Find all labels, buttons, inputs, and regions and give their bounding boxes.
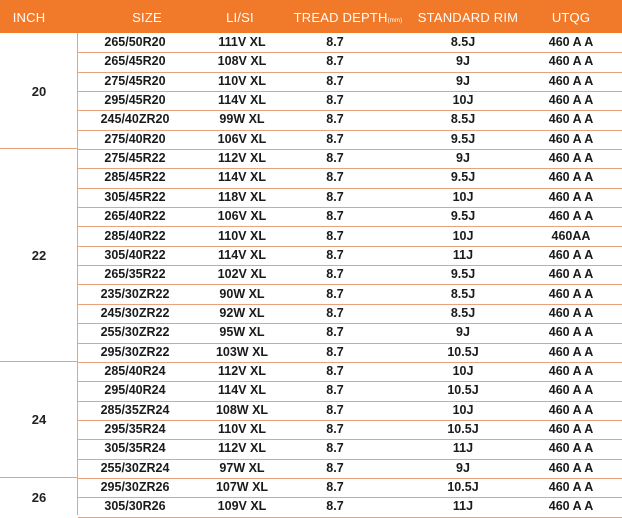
header-li-si: LI/SI: [226, 10, 254, 25]
table-row: [78, 478, 622, 498]
cell-standard-rim: 8.5J: [450, 112, 476, 127]
cell-standard-rim: 11J: [452, 247, 474, 262]
header-tread-depth-unit: (mm): [387, 18, 403, 24]
table-row: [78, 459, 622, 479]
cell-standard-rim: 9J: [456, 151, 470, 166]
cell-tread-depth: 8.7: [326, 54, 344, 69]
cell-li-si: 114V XL: [218, 170, 266, 185]
cell-tread-depth: 8.7: [326, 441, 344, 456]
cell-li-si: 110V XL: [218, 228, 266, 243]
table-row: [78, 420, 622, 440]
cell-tread-depth: 8.7: [326, 267, 344, 282]
cell-utqg: 460 A A: [548, 286, 594, 301]
table-row: [78, 265, 622, 285]
cell-standard-rim: 9.5J: [450, 209, 476, 224]
cell-standard-rim: 11J: [452, 441, 474, 456]
cell-standard-rim: 10.5J: [447, 344, 479, 359]
cell-li-si: 99W XL: [219, 112, 265, 127]
cell-tread-depth: 8.7: [326, 363, 344, 378]
cell-utqg: 460 A A: [548, 35, 594, 49]
cell-li-si: 92W XL: [219, 305, 265, 320]
header-tread-depth: [286, 0, 410, 33]
cell-tread-depth: 8.7: [326, 189, 344, 204]
cell-li-si: 110V XL: [218, 73, 266, 88]
table-row: [78, 33, 622, 53]
table-row: [78, 401, 622, 421]
cell-li-si: 112V XL: [218, 151, 266, 166]
cell-standard-rim: 8.5J: [450, 35, 476, 49]
table-row: [78, 188, 622, 208]
cell-size: 285/40R22: [104, 228, 166, 243]
cell-standard-rim: 10J: [452, 402, 474, 417]
cell-standard-rim: 8.5J: [450, 305, 476, 320]
cell-tread-depth: 8.7: [326, 209, 344, 224]
cell-utqg: 460 A A: [548, 189, 594, 204]
table-row: [78, 439, 622, 459]
table-header: [0, 0, 622, 33]
cell-tread-depth: 8.7: [326, 73, 344, 88]
cell-tread-depth: 8.7: [326, 228, 344, 243]
cell-utqg: 460 A A: [548, 363, 594, 378]
cell-standard-rim: 11J: [452, 499, 474, 514]
cell-standard-rim: 10.5J: [447, 480, 479, 495]
cell-size: 245/40ZR20: [100, 112, 170, 127]
cell-li-si: 110V XL: [218, 422, 266, 436]
cell-size: 275/45R22: [104, 151, 166, 166]
cell-size: 305/40R22: [104, 247, 166, 262]
cell-standard-rim: 9J: [456, 325, 470, 340]
cell-utqg: 460 A A: [548, 151, 594, 166]
cell-size: 295/40R24: [104, 383, 166, 398]
cell-size: 285/35ZR24: [100, 402, 170, 417]
cell-utqg: 460 A A: [548, 480, 594, 495]
cell-li-si: 114V XL: [218, 247, 266, 262]
cell-utqg: 460 A A: [548, 93, 594, 108]
cell-size: 295/35R24: [104, 422, 166, 436]
cell-size: 275/45R20: [104, 73, 166, 88]
table-row: [78, 246, 622, 266]
cell-li-si: 108W XL: [215, 402, 269, 417]
cell-li-si: 114V XL: [218, 93, 266, 108]
cell-tread-depth: 8.7: [326, 247, 344, 262]
cell-tread-depth: 8.7: [326, 151, 344, 166]
table-row: [78, 168, 622, 188]
cell-li-si: 112V XL: [218, 441, 266, 456]
table-row: [78, 52, 622, 72]
header-tread-depth-label: TREAD DEPTH: [293, 10, 388, 25]
cell-utqg: 460 A A: [548, 131, 594, 146]
cell-utqg: 460 A A: [548, 54, 594, 69]
cell-standard-rim: 9J: [456, 73, 470, 88]
inch-group-label: 20: [31, 83, 47, 99]
cell-utqg: 460 A A: [548, 422, 594, 436]
table-row: [78, 323, 622, 343]
cell-li-si: 109V XL: [217, 499, 267, 514]
cell-utqg: 460 A A: [548, 325, 594, 340]
cell-utqg: 460 A A: [548, 247, 594, 262]
cell-utqg: 460 A A: [548, 441, 594, 456]
cell-utqg: 460 A A: [548, 209, 594, 224]
cell-utqg: 460 A A: [548, 267, 594, 282]
table-row: [78, 91, 622, 111]
cell-tread-depth: 8.7: [326, 112, 344, 127]
table-row: [78, 285, 622, 305]
cell-li-si: 102V XL: [217, 267, 267, 282]
cell-tread-depth: 8.7: [326, 344, 344, 359]
cell-li-si: 108V XL: [217, 54, 267, 69]
table-row: [78, 227, 622, 247]
cell-li-si: 118V XL: [218, 189, 266, 204]
cell-size: 265/35R22: [104, 267, 166, 282]
cell-tread-depth: 8.7: [326, 383, 344, 398]
cell-size: 295/30ZR26: [100, 480, 170, 495]
cell-utqg: 460 A A: [548, 499, 594, 514]
table-row: [78, 343, 622, 363]
cell-tread-depth: 8.7: [326, 402, 344, 417]
cell-utqg: 460 A A: [548, 170, 594, 185]
cell-utqg: 460 A A: [548, 402, 594, 417]
cell-tread-depth: 8.7: [326, 35, 344, 49]
cell-li-si: 106V XL: [217, 131, 267, 146]
cell-tread-depth: 8.7: [326, 170, 344, 185]
cell-standard-rim: 8.5J: [450, 286, 476, 301]
cell-size: 275/40R20: [104, 131, 166, 146]
table-row: [78, 362, 622, 382]
cell-li-si: 111V XL: [218, 35, 266, 49]
table-row: [78, 207, 622, 227]
cell-utqg: 460 A A: [548, 305, 594, 320]
cell-tread-depth: 8.7: [326, 93, 344, 108]
cell-size: 265/40R22: [104, 209, 166, 224]
cell-standard-rim: 9.5J: [450, 267, 476, 282]
table-row: [78, 110, 622, 130]
cell-utqg: 460 A A: [548, 344, 594, 359]
header-utqg: UTQG: [551, 10, 591, 25]
cell-size: 295/30ZR22: [100, 344, 170, 359]
cell-tread-depth: 8.7: [326, 286, 344, 301]
header-size: SIZE: [132, 10, 162, 25]
cell-utqg: 460AA: [551, 228, 591, 243]
cell-size: 265/50R20: [104, 35, 166, 49]
cell-size: 305/35R24: [104, 441, 166, 456]
cell-li-si: 112V XL: [218, 363, 266, 378]
cell-size: 305/45R22: [104, 189, 166, 204]
cell-standard-rim: 10J: [452, 93, 474, 108]
cell-standard-rim: 9J: [456, 460, 470, 475]
cell-tread-depth: 8.7: [326, 325, 344, 340]
cell-standard-rim: 9J: [456, 54, 470, 69]
cell-standard-rim: 10J: [452, 228, 474, 243]
cell-size: 255/30ZR24: [100, 460, 170, 475]
cell-size: 285/45R22: [104, 170, 166, 185]
cell-tread-depth: 8.7: [326, 460, 344, 475]
cell-standard-rim: 10.5J: [447, 383, 479, 398]
cell-li-si: 90W XL: [219, 286, 265, 301]
cell-tread-depth: 8.7: [326, 499, 344, 514]
table-row: [78, 149, 622, 169]
cell-size: 245/30ZR22: [100, 305, 170, 320]
table-row: [78, 130, 622, 150]
cell-li-si: 103W XL: [215, 344, 269, 359]
cell-tread-depth: 8.7: [326, 305, 344, 320]
cell-li-si: 107W XL: [215, 480, 269, 495]
cell-standard-rim: 9.5J: [450, 131, 476, 146]
cell-size: 235/30ZR22: [100, 286, 170, 301]
cell-size: 285/40R24: [104, 363, 166, 378]
inch-group-label: 24: [31, 412, 47, 428]
table-row: [78, 304, 622, 324]
inch-group-label: 22: [31, 248, 47, 264]
cell-standard-rim: 9.5J: [450, 170, 476, 185]
cell-utqg: 460 A A: [548, 383, 594, 398]
cell-tread-depth: 8.7: [326, 422, 344, 436]
table-row: [78, 381, 622, 401]
cell-li-si: 106V XL: [217, 209, 267, 224]
table-row: [78, 72, 622, 92]
cell-size: 255/30ZR22: [100, 325, 170, 340]
cell-standard-rim: 10.5J: [447, 422, 479, 436]
inch-group-label: 26: [31, 489, 47, 505]
cell-li-si: 97W XL: [219, 460, 265, 475]
header-inch: INCH: [12, 10, 46, 25]
cell-size: 295/45R20: [104, 93, 166, 108]
header-standard-rim: STANDARD RIM: [417, 10, 519, 25]
cell-standard-rim: 10J: [452, 189, 474, 204]
cell-tread-depth: 8.7: [326, 480, 344, 495]
cell-standard-rim: 10J: [452, 363, 474, 378]
cell-li-si: 95W XL: [219, 325, 265, 340]
cell-size: 305/30R26: [104, 499, 166, 514]
cell-utqg: 460 A A: [548, 73, 594, 88]
cell-utqg: 460 A A: [548, 112, 594, 127]
cell-li-si: 114V XL: [218, 383, 266, 398]
cell-utqg: 460 A A: [548, 460, 594, 475]
cell-tread-depth: 8.7: [326, 131, 344, 146]
cell-size: 265/45R20: [104, 54, 166, 69]
